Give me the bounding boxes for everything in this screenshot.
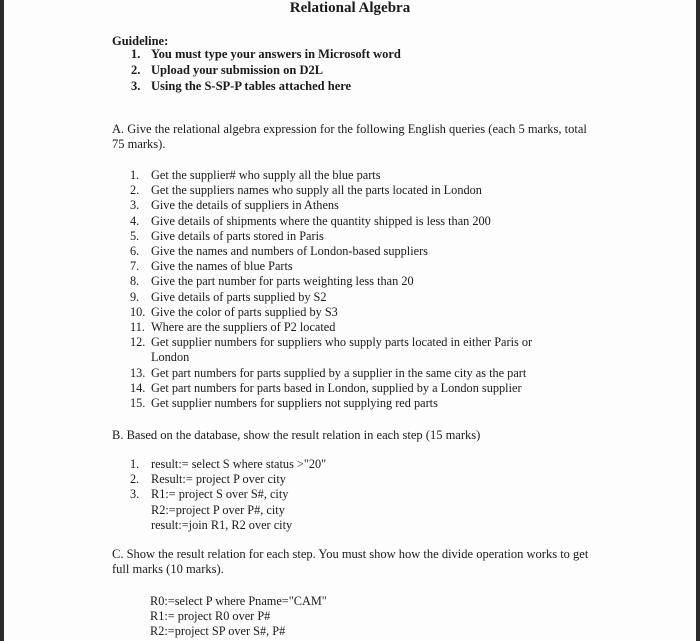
question-item: 7. Give the names of blue Parts (130, 259, 293, 274)
step-continuation: R2:=project P over P#, city (151, 502, 285, 517)
step-continuation: result:=join R1, R2 over city (151, 517, 293, 532)
question-item: 10. Give the color of parts supplied by S3 (130, 304, 338, 319)
left-border (0, 0, 4, 641)
question-item: 1. Get the supplier# who supply all the blue parts (130, 168, 381, 182)
expression-line: R2:=project SP over S#, P# (150, 624, 286, 639)
section-b-steps (130, 457, 430, 533)
question-item: 2. Get the suppliers names who supply all the parts located in London (130, 183, 482, 198)
question-item: 4. Give details of shipments where the quantity shipped is less than 200 (130, 213, 491, 228)
guideline-item: 2. Upload your submission on D2L (131, 63, 324, 77)
question-item: 5. Give details of parts stored in Paris (130, 228, 324, 243)
question-item: 14. Get part numbers for parts based in London, supplied by a London supplier (130, 380, 522, 395)
question-item: 3. Give the details of suppliers in Athens (130, 198, 339, 213)
guideline-item: 3. Using the S-SP-P tables attached here (131, 79, 352, 93)
right-border (696, 0, 700, 641)
question-item: 6. Give the names and numbers of London-based suppliers (130, 244, 428, 259)
section-c-expressions (150, 594, 450, 640)
guideline-list (131, 46, 531, 94)
section-a-intro: A. Give the relational algebra expression for the following English queries (each 5 marks, total 75 marks). (112, 122, 587, 151)
guideline-item: 1. You must type your answers in Microsoft word (131, 47, 401, 61)
question-item: 13. Get part numbers for parts supplied by a supplier in the same city as the part (130, 365, 527, 380)
question-item: 9. Give details of parts supplied by S2 (130, 289, 327, 304)
question-item: 12. Get supplier numbers for suppliers who supply parts located in either Paris or London (130, 335, 533, 365)
section-b-intro: B. Based on the database, show the result relation in each step (15 marks) (112, 428, 481, 442)
step-item: 2. Result:= project P over city (130, 472, 286, 487)
step-item: 1. result:= select S where status >"20" (130, 457, 327, 471)
expression-line: R1:= project R0 over P# (150, 609, 271, 624)
page-title: Relational Algebra (289, 0, 411, 16)
expression-line: R0:=select P where Pname="CAM" (150, 594, 327, 608)
guideline-heading: Guideline: (112, 34, 169, 48)
section-c-intro: C. Show the result relation for each step. You must show how the divide operation works to get full marks (10 marks). (112, 547, 589, 576)
question-item: 8. Give the part number for parts weighting less than 20 (130, 274, 414, 289)
question-item: 15. Get supplier numbers for suppliers not supplying red parts (130, 396, 438, 411)
step-item: 3. R1:= project S over S#, city (130, 487, 289, 502)
section-a-questions (130, 168, 570, 411)
question-item: 11. Where are the suppliers of P2 located (130, 320, 336, 335)
